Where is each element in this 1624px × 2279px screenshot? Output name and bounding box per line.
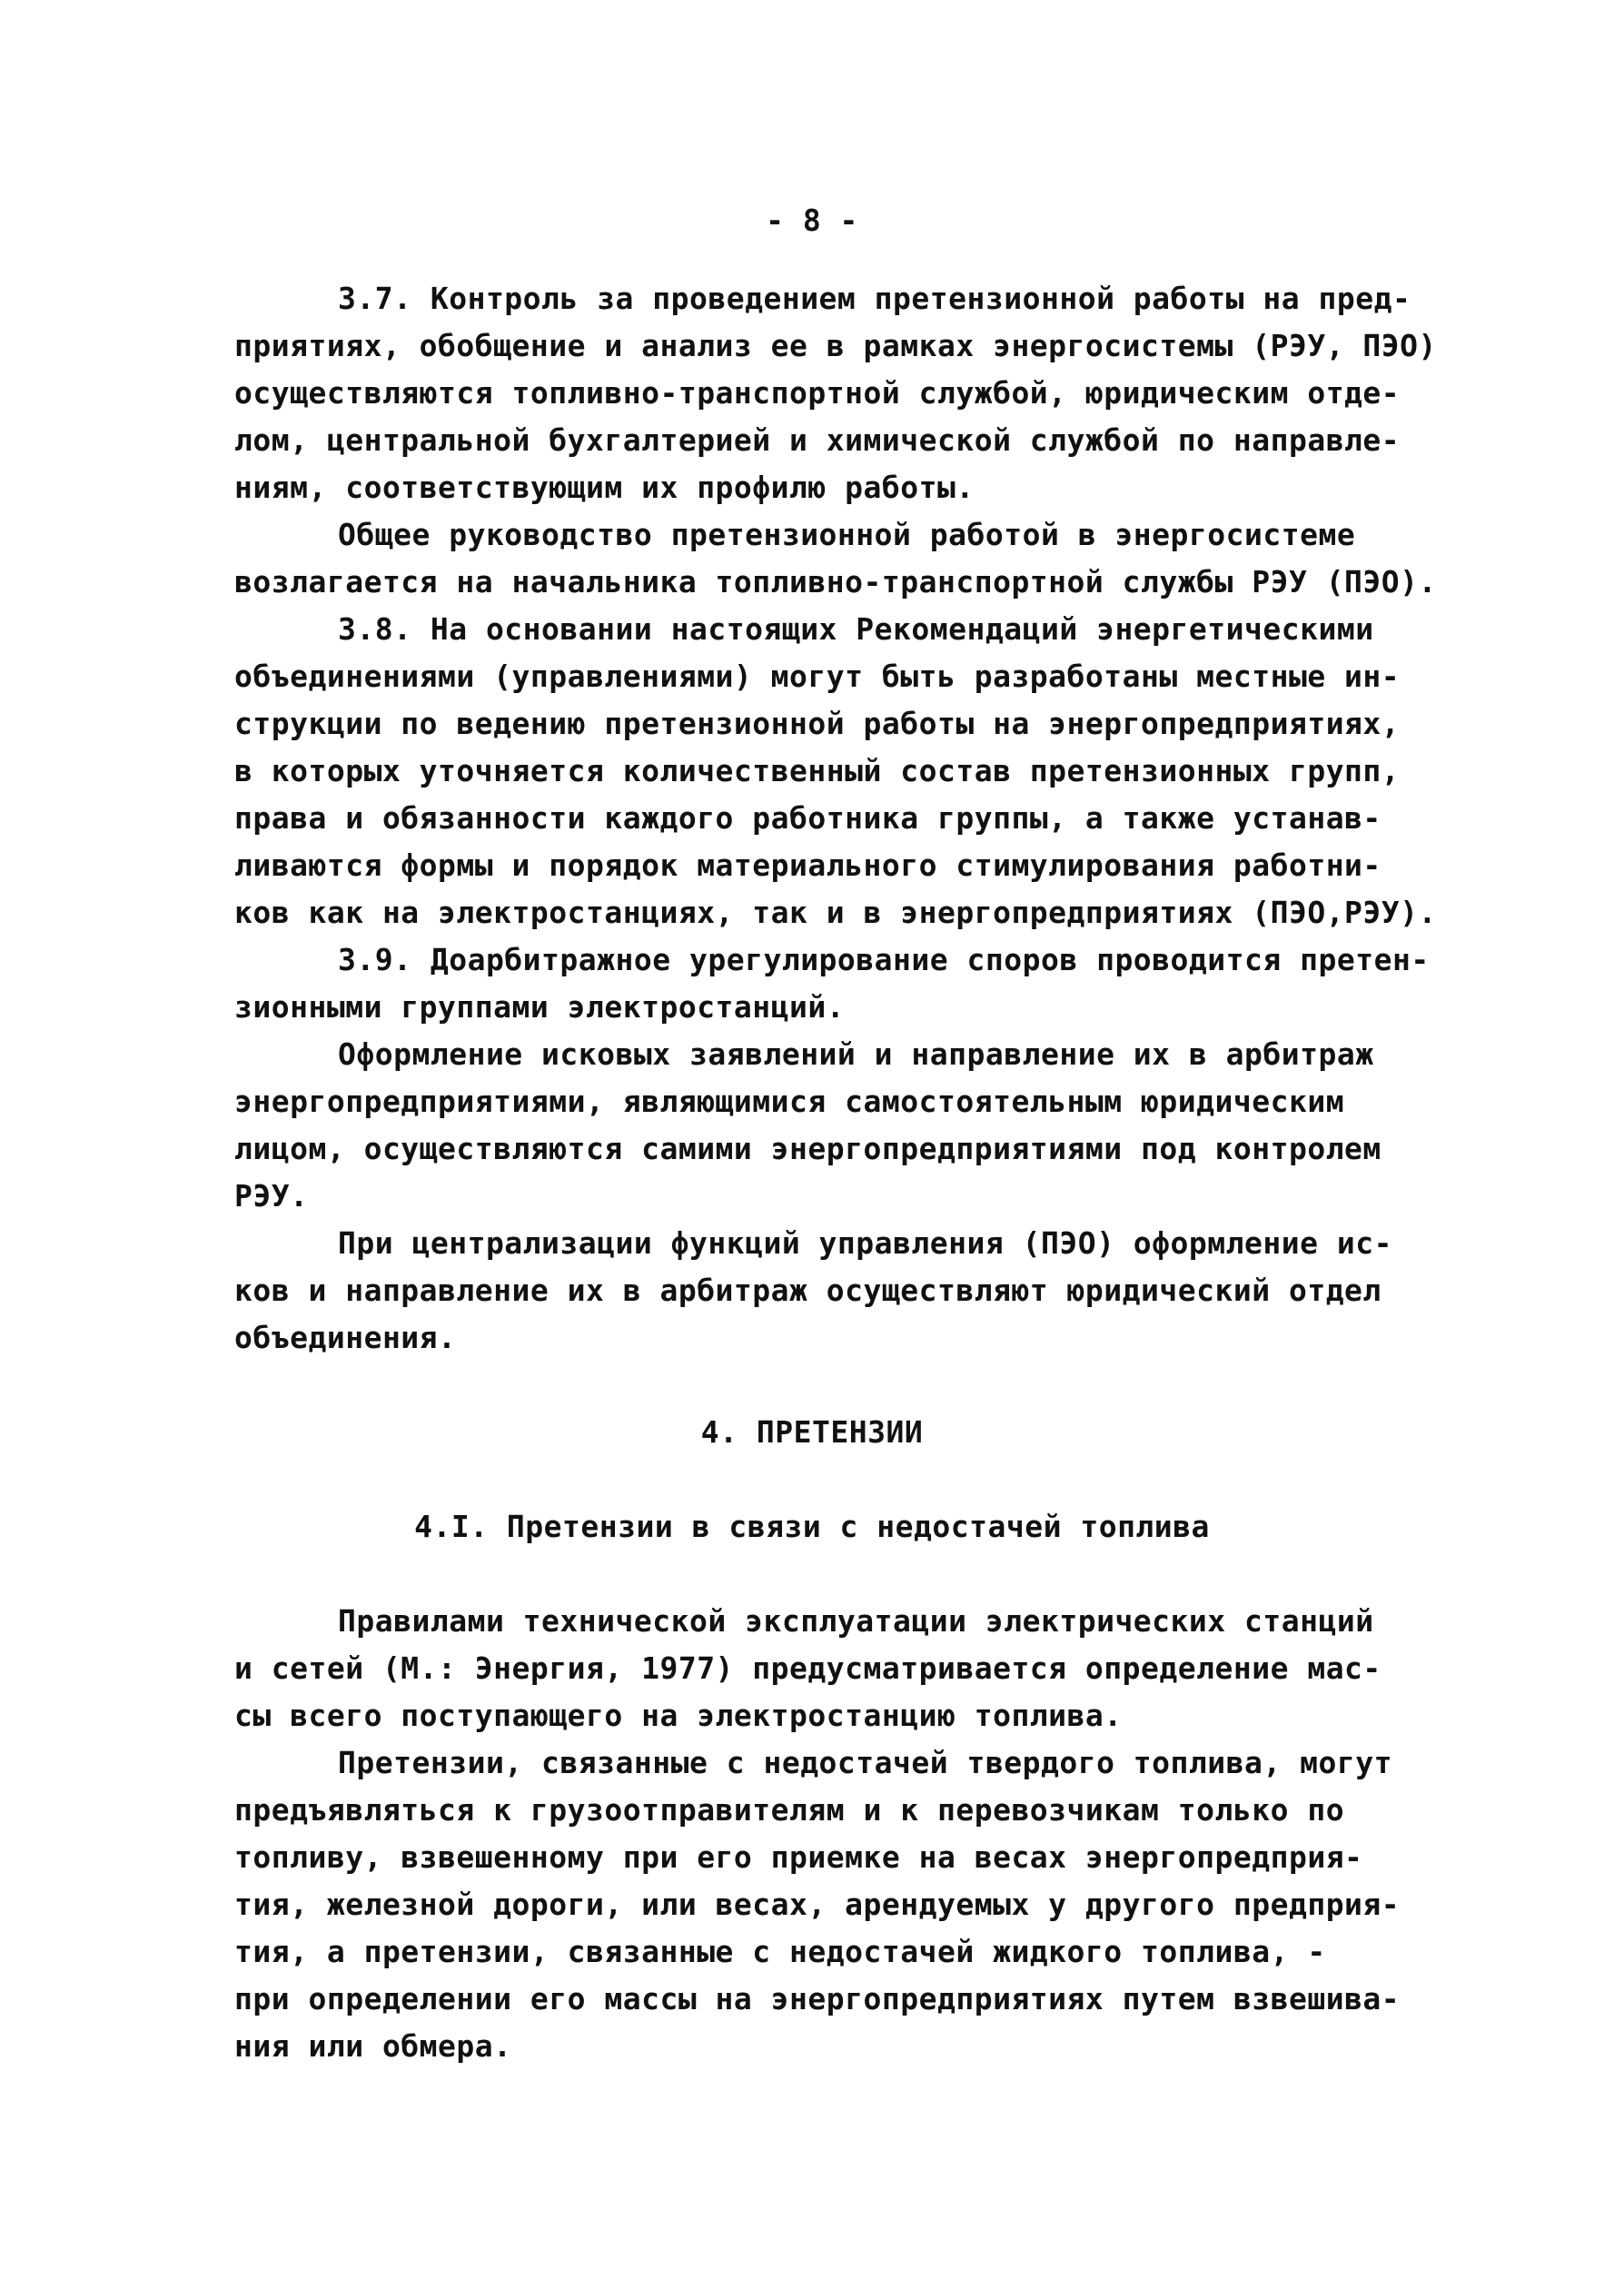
paragraph-claims-line-2: энергопредприятиями, являющимися самостоятельным юридическим <box>234 1084 1345 1119</box>
paragraph-3-8-line-3: струкции по ведению претензионной работы на энергопредприятиях, <box>234 706 1401 741</box>
page-number: - 8 - <box>766 203 858 238</box>
paragraph-3-8-line-4: в которых уточняется количественный состав претензионных групп, <box>234 753 1401 788</box>
paragraph-3-8-line-6: ливаются формы и порядок материального стимулирования работни- <box>234 847 1381 883</box>
paragraph-3-8-line-1: 3.8. На основании настоящих Рекомендаций энергетическими <box>338 611 1374 647</box>
paragraph-central-line-2: ков и направление их в арбитраж осуществляют юридический отдел <box>234 1273 1381 1308</box>
paragraph-rules-line-2: и сетей (М.: Энергия, 1977) предусматривается определение мас- <box>234 1650 1381 1686</box>
paragraph-claims-line-4: РЭУ. <box>234 1178 309 1214</box>
paragraph-rules-line-1: Правилами технической эксплуатации электрических станций <box>338 1603 1374 1639</box>
paragraph-3-8-line-2: объединениями (управлениями) могут быть разработаны местные ин- <box>234 659 1401 694</box>
paragraph-3-7-line-1: 3.7. Контроль за проведением претензионной работы на пред- <box>338 281 1411 316</box>
paragraph-3-8-line-5: права и обязанности каждого работника группы, а также устанав- <box>234 800 1381 836</box>
paragraph-general-line-1: Общее руководство претензионной работой в энергосистеме <box>338 517 1356 552</box>
paragraph-claims-line-3: лицом, осуществляются самими энергопредприятиями под контролем <box>234 1131 1381 1166</box>
paragraph-3-7-line-5: ниям, соответствующим их профилю работы. <box>234 470 975 505</box>
paragraph-solid-fuel-line-7: ния или обмера. <box>234 2028 512 2064</box>
paragraph-central-line-1: При централизации функций управления (ПЭО) оформление ис- <box>338 1225 1392 1261</box>
paragraph-general-line-2: возлагается на начальника топливно-транспортной службы РЭУ (ПЭО). <box>234 564 1437 599</box>
paragraph-central-line-3: объединения. <box>234 1320 457 1355</box>
paragraph-3-7-line-4: лом, центральной бухгалтерией и химической службой по направле- <box>234 422 1401 458</box>
paragraph-3-7-line-3: осуществляются топливно-транспортной службой, юридическим отде- <box>234 375 1401 411</box>
paragraph-solid-fuel-line-1: Претензии, связанные с недостачей твердого топлива, могут <box>338 1745 1392 1780</box>
paragraph-3-9-line-1: 3.9. Доарбитражное урегулирование споров проводится претен- <box>338 942 1430 977</box>
paragraph-3-8-line-7: ков как на электростанциях, так и в энергопредприятиях (ПЭО,РЭУ). <box>234 895 1437 930</box>
paragraph-solid-fuel-line-5: тия, а претензии, связанные с недостачей жидкого топлива, - <box>234 1934 1326 1969</box>
paragraph-solid-fuel-line-4: тия, железной дороги, или весах, арендуемых у другого предприя- <box>234 1887 1401 1922</box>
paragraph-solid-fuel-line-2: предъявляться к грузоотправителям и к перевозчикам только по <box>234 1792 1345 1828</box>
paragraph-3-7-line-2: приятиях, обобщение и анализ ее в рамках энергосистемы (РЭУ, ПЭО) <box>234 328 1437 363</box>
paragraph-rules-line-3: сы всего поступающего на электростанцию топлива. <box>234 1698 1123 1733</box>
subsection-title: 4.I. Претензии в связи с недостачей топлива <box>414 1509 1210 1544</box>
paragraph-solid-fuel-line-6: при определении его массы на энергопредприятиях путем взвешива- <box>234 1981 1401 2016</box>
paragraph-solid-fuel-line-3: топливу, взвешенному при его приемке на весах энергопредприя- <box>234 1839 1363 1875</box>
section-title: 4. ПРЕТЕНЗИИ <box>700 1414 924 1450</box>
paragraph-3-9-line-2: зионными группами электростанций. <box>234 989 846 1025</box>
paragraph-claims-line-1: Оформление исковых заявлений и направление их в арбитраж <box>338 1036 1374 1072</box>
